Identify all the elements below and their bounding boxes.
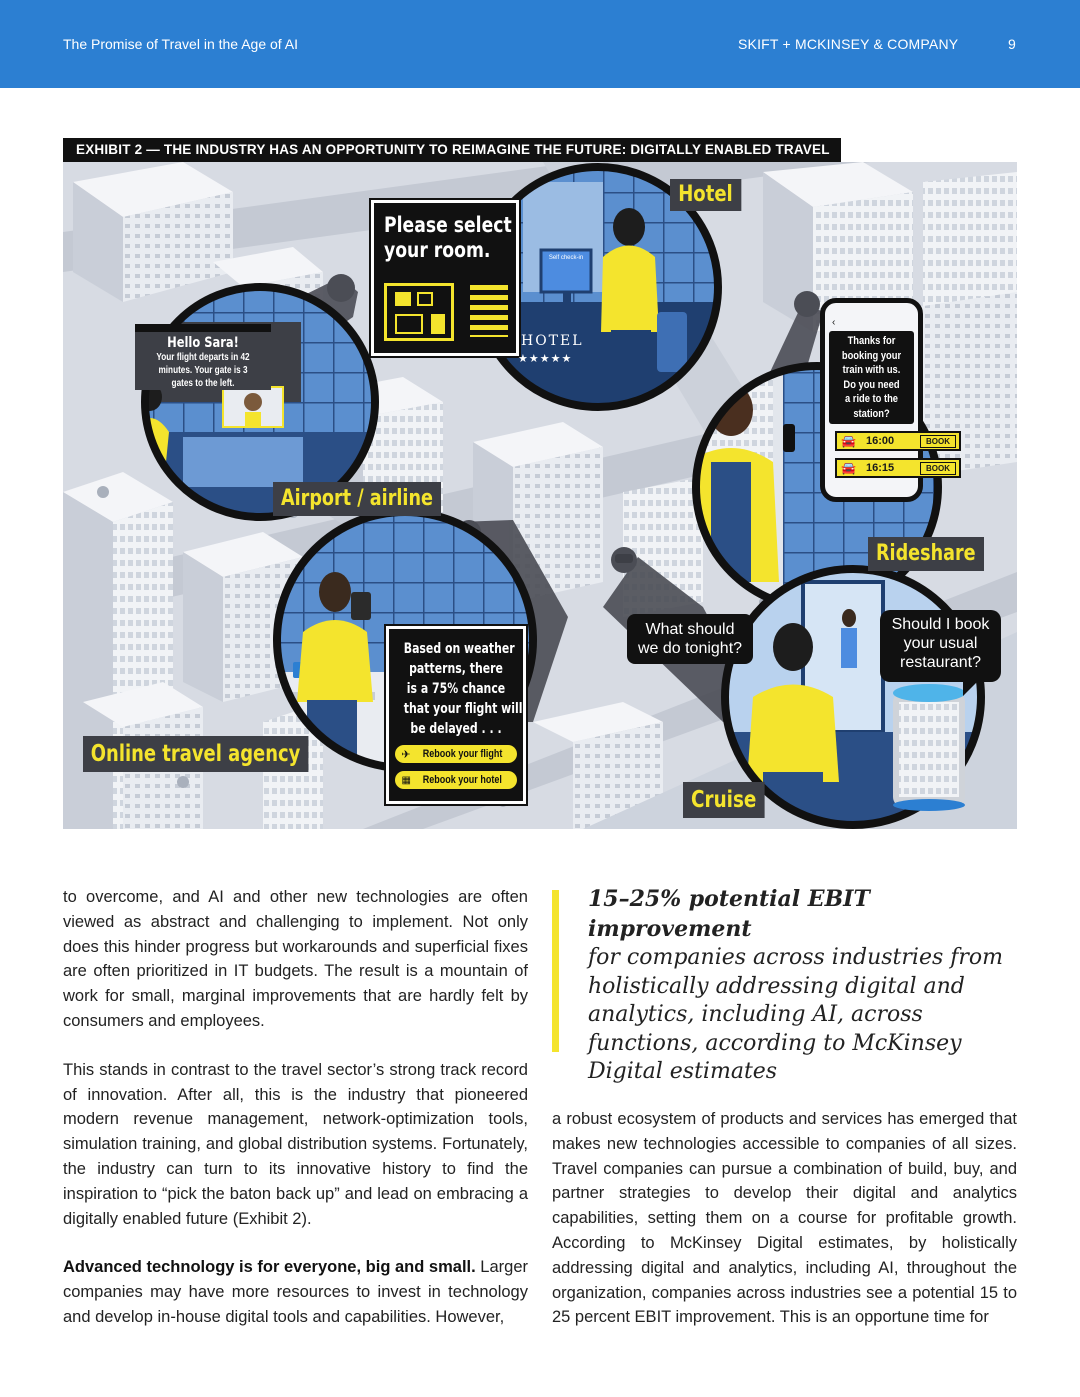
cruise-q2-line2: your usual [903, 635, 978, 652]
book-button-2[interactable]: BOOK [920, 462, 956, 475]
smart-speaker [893, 684, 965, 811]
car-icon: 🚘 [841, 461, 856, 475]
ride-line6: station? [853, 407, 890, 420]
right-column [552, 1107, 1017, 1354]
rideshare-message [829, 331, 914, 424]
connector-dot [794, 291, 820, 317]
phone-back-chevron-icon: ‹ [832, 317, 836, 328]
bubble-tail [963, 680, 979, 696]
hotel-desk-stars: ★★★★★ [518, 353, 573, 365]
airport-line1: Your flight departs in 42 [156, 352, 250, 363]
ride-option-1615[interactable] [835, 458, 961, 478]
ride-option-1600[interactable] [835, 431, 961, 451]
rebook-hotel-button[interactable] [395, 771, 517, 789]
ride-line1: Thanks for [847, 335, 896, 347]
pull-quote-headline: 15–25% potential EBIT improvement [588, 886, 870, 942]
page-number: 9 [1008, 36, 1016, 52]
hotel-room-screen [371, 200, 519, 356]
airport-greeting: Hello Sara! [167, 335, 239, 351]
publisher-brand: SKIFT + MCKINSEY & COMPANY [738, 36, 959, 52]
pull-quote-body: for companies across industries from holistically addressing digital and analytics, including AI, across functions, according to McKinsey Digital estimates [588, 945, 1004, 1084]
ota-line1: Based on weather [403, 641, 515, 657]
left-paragraph-2: This stands in contrast to the travel sector’s strong track record of innovation. After all, this is the industry that pioneered modern revenue management, network-optimization tools, simulation training, and global distribution systems. Fortunately, the industry can turn to its innovative history to find the inspiration to “pick the baton back up” and lead on embracing a digitally enabled future (Exhibit 2). [63, 1060, 528, 1228]
cruise-q1-line1: What should [645, 621, 735, 638]
cruise-bubble-answer [880, 610, 1001, 682]
book-button-1[interactable]: BOOK [920, 435, 956, 448]
ota-line4: that your flight will [403, 701, 523, 717]
hotel-desk-sign: HOTEL [521, 333, 584, 349]
ota-line5: be delayed . . . [410, 721, 502, 737]
self-checkin-label: Self check-in [548, 255, 584, 261]
rideshare-tag: Rideshare [868, 537, 984, 571]
ride-line3: train with us. [842, 364, 901, 376]
rebook-hotel-label: Rebook your hotel [422, 774, 502, 786]
hotel-icon: ▦ [401, 774, 411, 786]
hotel-tag: Hotel [670, 179, 741, 211]
room-list-icon [470, 285, 508, 337]
document-title: The Promise of Travel in the Age of AI [63, 36, 299, 52]
left-paragraph-3 [63, 1255, 528, 1329]
airport-flight-sign [135, 324, 271, 390]
cruise-tag: Cruise [683, 782, 764, 818]
cruise-bubble-question [627, 614, 753, 664]
ota-line2: patterns, there [409, 661, 503, 677]
left-paragraph-3-body: Larger companies may have more resources to invest in technology and develop in-house digital tools and capabilities. However, [63, 1258, 528, 1326]
connector-dot [327, 274, 355, 302]
left-paragraph-3-lead: Advanced technology is for everyone, big and small. [63, 1258, 476, 1277]
exhibit-illustration [63, 162, 1017, 829]
left-paragraph-1: to overcome, and AI and other new technologies are often viewed as abstract and challenging to implement. Not only does this hinder progress but workarounds and superficial fixes are often prioritized in IT budgets. The result is a mountain of work for small, marginal improvements that are hardly felt by consumers and employees. [63, 888, 528, 1030]
exhibit-label: EXHIBIT 2 — THE INDUSTRY HAS AN OPPORTUNITY TO REIMAGINE THE FUTURE: DIGITALLY ENABLED TRAVEL [63, 138, 841, 162]
airport-tag: Airport / airline [273, 482, 441, 516]
pull-quote [588, 884, 1008, 1087]
hotel-screen-line2: your room. [384, 238, 491, 262]
pull-quote-bar [552, 890, 559, 1052]
page-header [0, 0, 1080, 88]
left-column [63, 885, 528, 1354]
ride-time-2: 16:15 [865, 462, 895, 474]
cruise-q1-line2: we do tonight? [637, 640, 743, 657]
ota-tag: Online travel agency [83, 736, 308, 772]
ota-weather-card [386, 626, 526, 804]
car [615, 554, 633, 563]
airplane-icon: ✈ [401, 748, 411, 761]
hotel-screen-line1: Please select [384, 213, 512, 237]
ride-time-1: 16:00 [865, 435, 895, 447]
cruise-q2-line1: Should I book [891, 616, 990, 633]
right-paragraph-1: a robust ecosystem of products and services has emerged that makes new technologies accessible to companies of all sizes. Travel companies can pursue a combination of build, buy, and partner strategies to develop their digital and analytics capabilities, setting them on a course for profitable growth. According to McKinsey Digital estimates, by holistically addressing digital and analytics, including AI, throughout the organization, companies across industries see a potential 15 to 25 percent EBIT improvement. This is an opportune time for [552, 1110, 1017, 1327]
airport-line3: gates to the left. [171, 378, 235, 389]
rebook-flight-label: Rebook your flight [422, 748, 502, 760]
ota-line3: is a 75% chance [406, 681, 506, 697]
car-icon: 🚘 [841, 434, 856, 448]
cruise-q2-line3: restaurant? [900, 654, 981, 671]
ride-line2: booking your [841, 349, 902, 362]
rebook-flight-button[interactable] [395, 745, 517, 763]
floor-plan-icon [384, 283, 454, 341]
airport-line2: minutes. Your gate is 3 [158, 365, 248, 376]
ride-line4: Do you need [843, 378, 900, 391]
ride-line5: a ride to the [845, 393, 898, 405]
